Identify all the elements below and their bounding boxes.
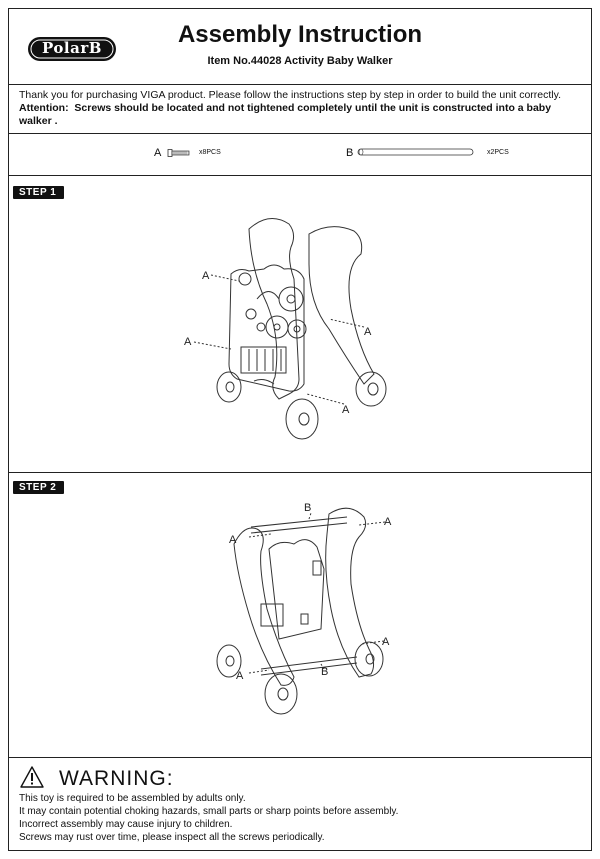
attention-text [19, 102, 584, 128]
warning-line: Incorrect assembly may cause injury to children. [19, 819, 233, 830]
callout-a: A [342, 404, 350, 416]
page-title: Assembly Instruction [177, 21, 423, 48]
step-1-diagram [159, 199, 409, 449]
callout-a: A [184, 336, 192, 348]
warning-triangle-icon [19, 765, 45, 789]
divider [9, 133, 591, 134]
screw-icon [167, 148, 191, 158]
callout-a: A [236, 670, 244, 682]
callout-b: B [321, 666, 329, 678]
instruction-page [8, 8, 592, 851]
warning-line: Screws may rust over time, please inspect all the screws periodically. [19, 832, 325, 843]
callout-a: A [364, 326, 372, 338]
warning-lines [19, 792, 398, 844]
attention-label: Attention: [19, 102, 69, 114]
step-1-label: STEP 1 [13, 186, 64, 199]
part-b-qty: x2PCS [487, 149, 509, 156]
part-b-letter: B [346, 147, 354, 159]
callout-a: A [382, 636, 390, 648]
item-subtitle: Item No.44028 Activity Baby Walker [207, 55, 393, 67]
part-a-qty: x8PCS [199, 149, 221, 156]
logo-text: PolarB [42, 39, 102, 57]
callout-a: A [202, 270, 210, 282]
warning-title: WARNING: [59, 767, 174, 790]
warning-line: This toy is required to be assembled by adults only. [19, 793, 246, 804]
header [9, 9, 591, 85]
step-2-label: STEP 2 [13, 481, 64, 494]
step-2-diagram [199, 489, 419, 719]
rod-icon [357, 147, 475, 157]
warning-line: It may contain potential choking hazards, small parts or sharp points before assembly. [19, 806, 399, 817]
attention-body: Screws should be located and not tightened completely until the unit is constructed into a baby walker . [19, 102, 552, 127]
thanks-text: Thank you for purchasing VIGA product. Please follow the instructions step by step in order to build the unit correctly. [19, 89, 562, 101]
callout-a: A [229, 534, 237, 546]
parts-list [9, 135, 591, 175]
intro-text [19, 89, 584, 128]
callout-b: B [304, 502, 312, 514]
divider [9, 472, 591, 473]
part-a-letter: A [154, 147, 162, 159]
divider [9, 175, 591, 176]
divider [9, 757, 591, 758]
callout-a: A [384, 516, 392, 528]
